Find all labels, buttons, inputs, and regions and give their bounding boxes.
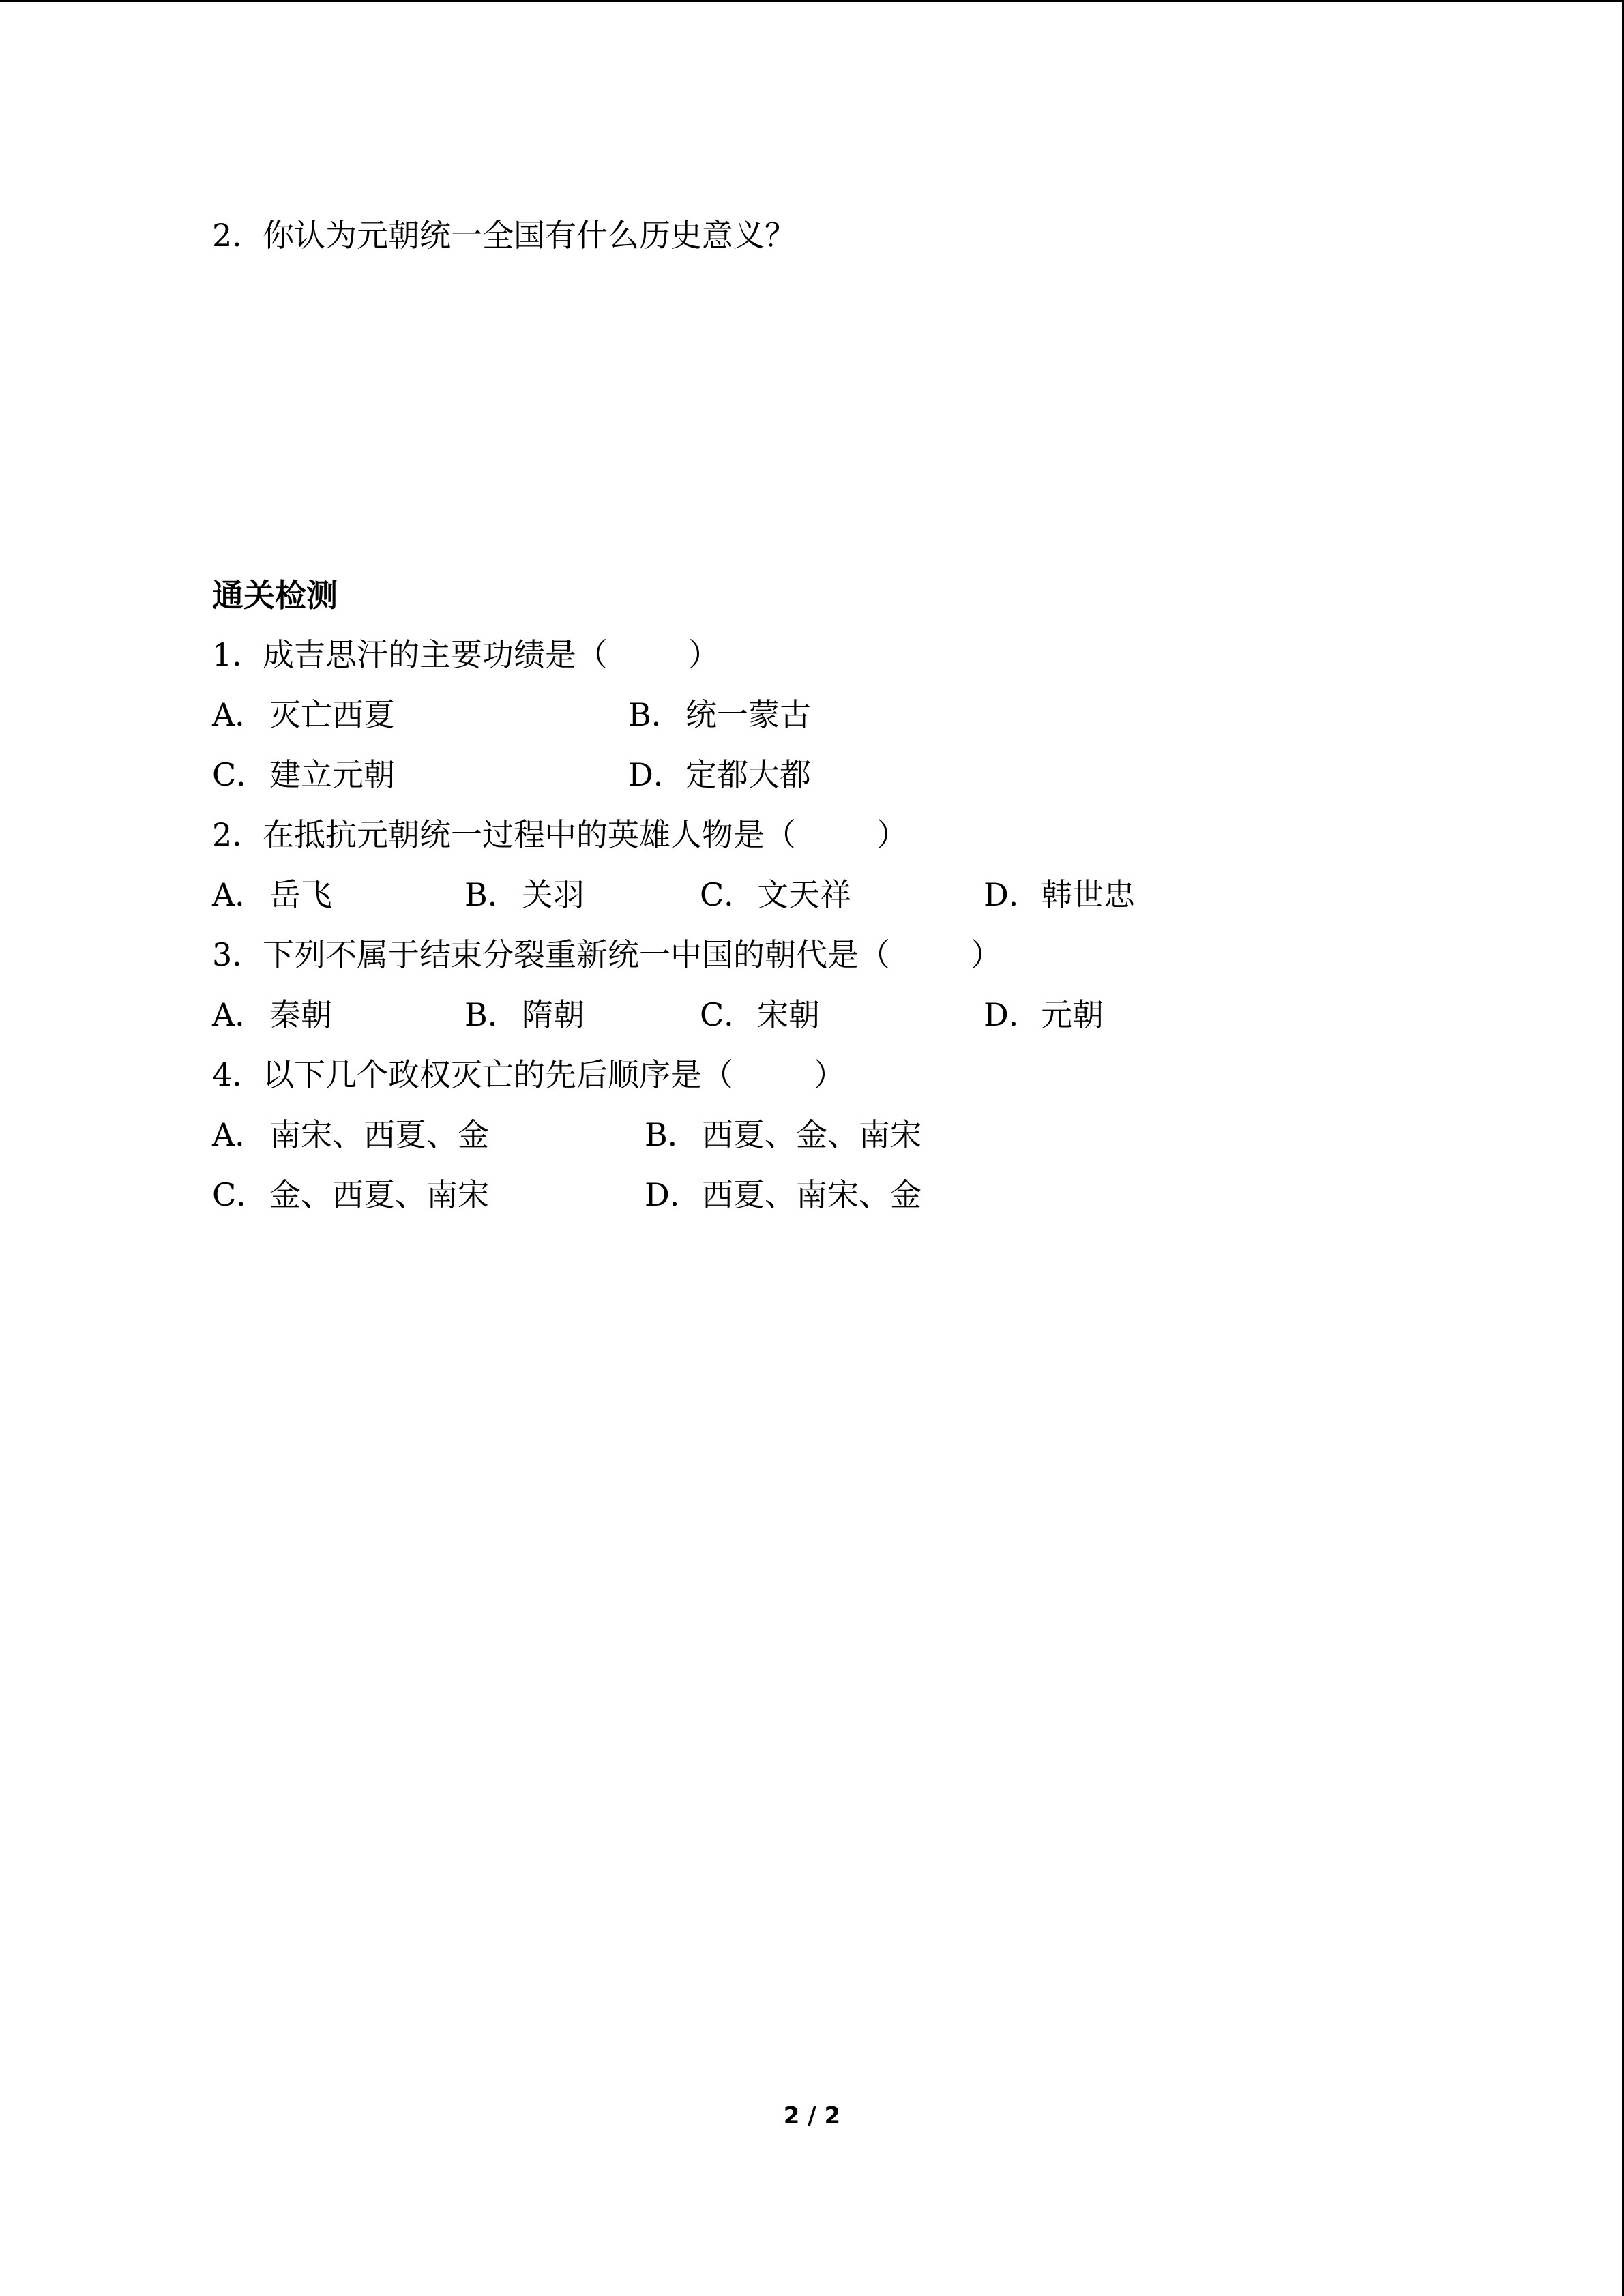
question-number: 4． [212, 1056, 264, 1093]
section-title: 通关检测 [212, 577, 338, 614]
question-paren-close: ） [876, 816, 908, 853]
option-letter: D． [984, 876, 1040, 913]
question-text: 在抵抗元朝统一过程中的英雄人物是（ [263, 816, 796, 853]
option-a [212, 994, 332, 1035]
option-b [464, 994, 585, 1035]
question-paren-close: ） [688, 636, 720, 673]
option-text: 南宋、西夏、金 [269, 1116, 489, 1153]
option-a [212, 874, 332, 915]
option-text: 西夏、金、南宋 [702, 1116, 921, 1153]
option-letter: B． [464, 996, 519, 1033]
option-text: 秦朝 [269, 996, 332, 1033]
option-text: 西夏、南宋、金 [702, 1176, 921, 1213]
option-a [212, 694, 395, 735]
option-letter: B． [464, 876, 519, 913]
option-letter: A． [212, 876, 267, 913]
option-text: 岳飞 [269, 876, 332, 913]
option-d [628, 754, 811, 795]
quiz-question-3 [212, 934, 1002, 975]
option-letter: A． [212, 1116, 267, 1153]
option-text: 定都大都 [685, 756, 811, 793]
option-text: 文天祥 [757, 876, 851, 913]
page-number: 2 / 2 [783, 2102, 841, 2130]
question-text: 成吉思汗的主要功绩是（ [263, 636, 608, 673]
question-text: 你认为元朝统一全国有什么历史意义？ [263, 217, 796, 254]
option-d [984, 874, 1135, 915]
option-text: 隋朝 [522, 996, 585, 1033]
option-c [212, 1174, 489, 1215]
option-letter: B． [645, 1116, 699, 1153]
option-letter: D． [645, 1176, 701, 1213]
question-number: 1． [212, 636, 264, 673]
question-number: 2． [212, 816, 264, 853]
option-letter: D． [628, 756, 685, 793]
option-letter: C． [212, 756, 268, 793]
question-text: 下列不属于结束分裂重新统一中国的朝代是（ [263, 936, 890, 973]
option-d [645, 1174, 921, 1215]
option-text: 金、西夏、南宋 [269, 1176, 489, 1213]
option-letter: C． [700, 996, 756, 1033]
question-number: 2． [212, 217, 264, 254]
quiz-question-4 [212, 1054, 845, 1095]
option-text: 建立元朝 [269, 756, 395, 793]
quiz-question-1 [212, 634, 720, 675]
quiz-question-2 [212, 814, 908, 855]
option-a [212, 1114, 489, 1155]
discussion-question-2 [212, 215, 796, 256]
option-letter: B． [628, 696, 683, 733]
option-text: 韩世忠 [1041, 876, 1135, 913]
question-paren-close: ） [814, 1056, 845, 1093]
option-letter: A． [212, 996, 267, 1033]
question-text: 以下几个政权灭亡的先后顺序是（ [263, 1056, 733, 1093]
option-c [212, 754, 395, 795]
option-b [628, 694, 811, 735]
option-letter: D． [984, 996, 1040, 1033]
option-text: 统一蒙古 [685, 696, 811, 733]
option-text: 关羽 [522, 876, 585, 913]
question-paren-close: ） [971, 936, 1002, 973]
question-number: 3． [212, 936, 264, 973]
option-b [464, 874, 585, 915]
option-c [700, 994, 820, 1035]
option-c [700, 874, 851, 915]
option-text: 宋朝 [757, 996, 820, 1033]
option-letter: C． [700, 876, 756, 913]
option-text: 元朝 [1041, 996, 1104, 1033]
option-letter: C． [212, 1176, 268, 1213]
option-text: 灭亡西夏 [269, 696, 395, 733]
option-letter: A． [212, 696, 267, 733]
option-b [645, 1114, 921, 1155]
option-d [984, 994, 1104, 1035]
